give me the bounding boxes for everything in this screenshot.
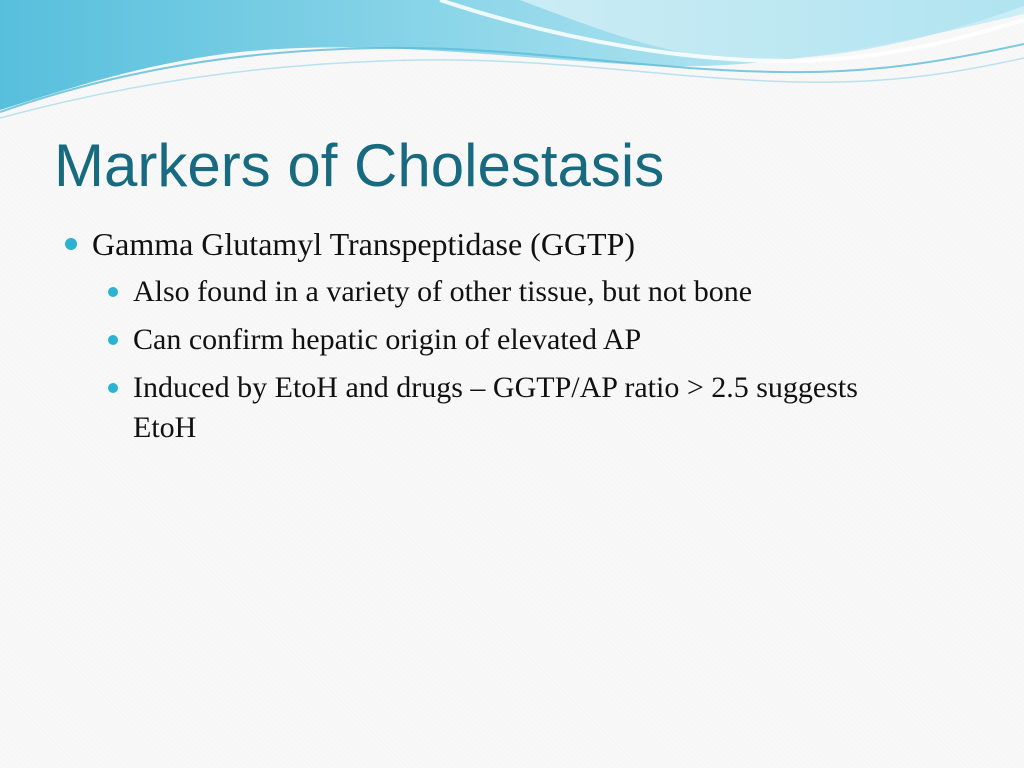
circle-bullet-icon bbox=[108, 383, 118, 393]
subbullet-item-etoh bbox=[106, 368, 893, 448]
circle-bullet-icon bbox=[65, 238, 77, 250]
circle-bullet-icon bbox=[108, 287, 118, 297]
subbullet-text: Induced by EtoH and drugs – GGTP/AP ratio > 2.5 suggests EtoH bbox=[133, 371, 858, 444]
bullet-text: Gamma Glutamyl Transpeptidase (GGTP) bbox=[92, 226, 636, 262]
slide-title: Markers of Cholestasis bbox=[54, 132, 665, 199]
subbullet-item-hepatic-origin bbox=[106, 320, 893, 360]
subbullet-item-tissue bbox=[106, 272, 893, 312]
subbullet-text: Can confirm hepatic origin of elevated AP bbox=[133, 323, 642, 356]
bullet-item-ggtp bbox=[62, 222, 962, 266]
circle-bullet-icon bbox=[108, 335, 118, 345]
subbullet-text: Also found in a variety of other tissue, but not bone bbox=[133, 275, 753, 308]
wave-decoration bbox=[0, 0, 1024, 125]
bullet-list bbox=[62, 222, 962, 448]
